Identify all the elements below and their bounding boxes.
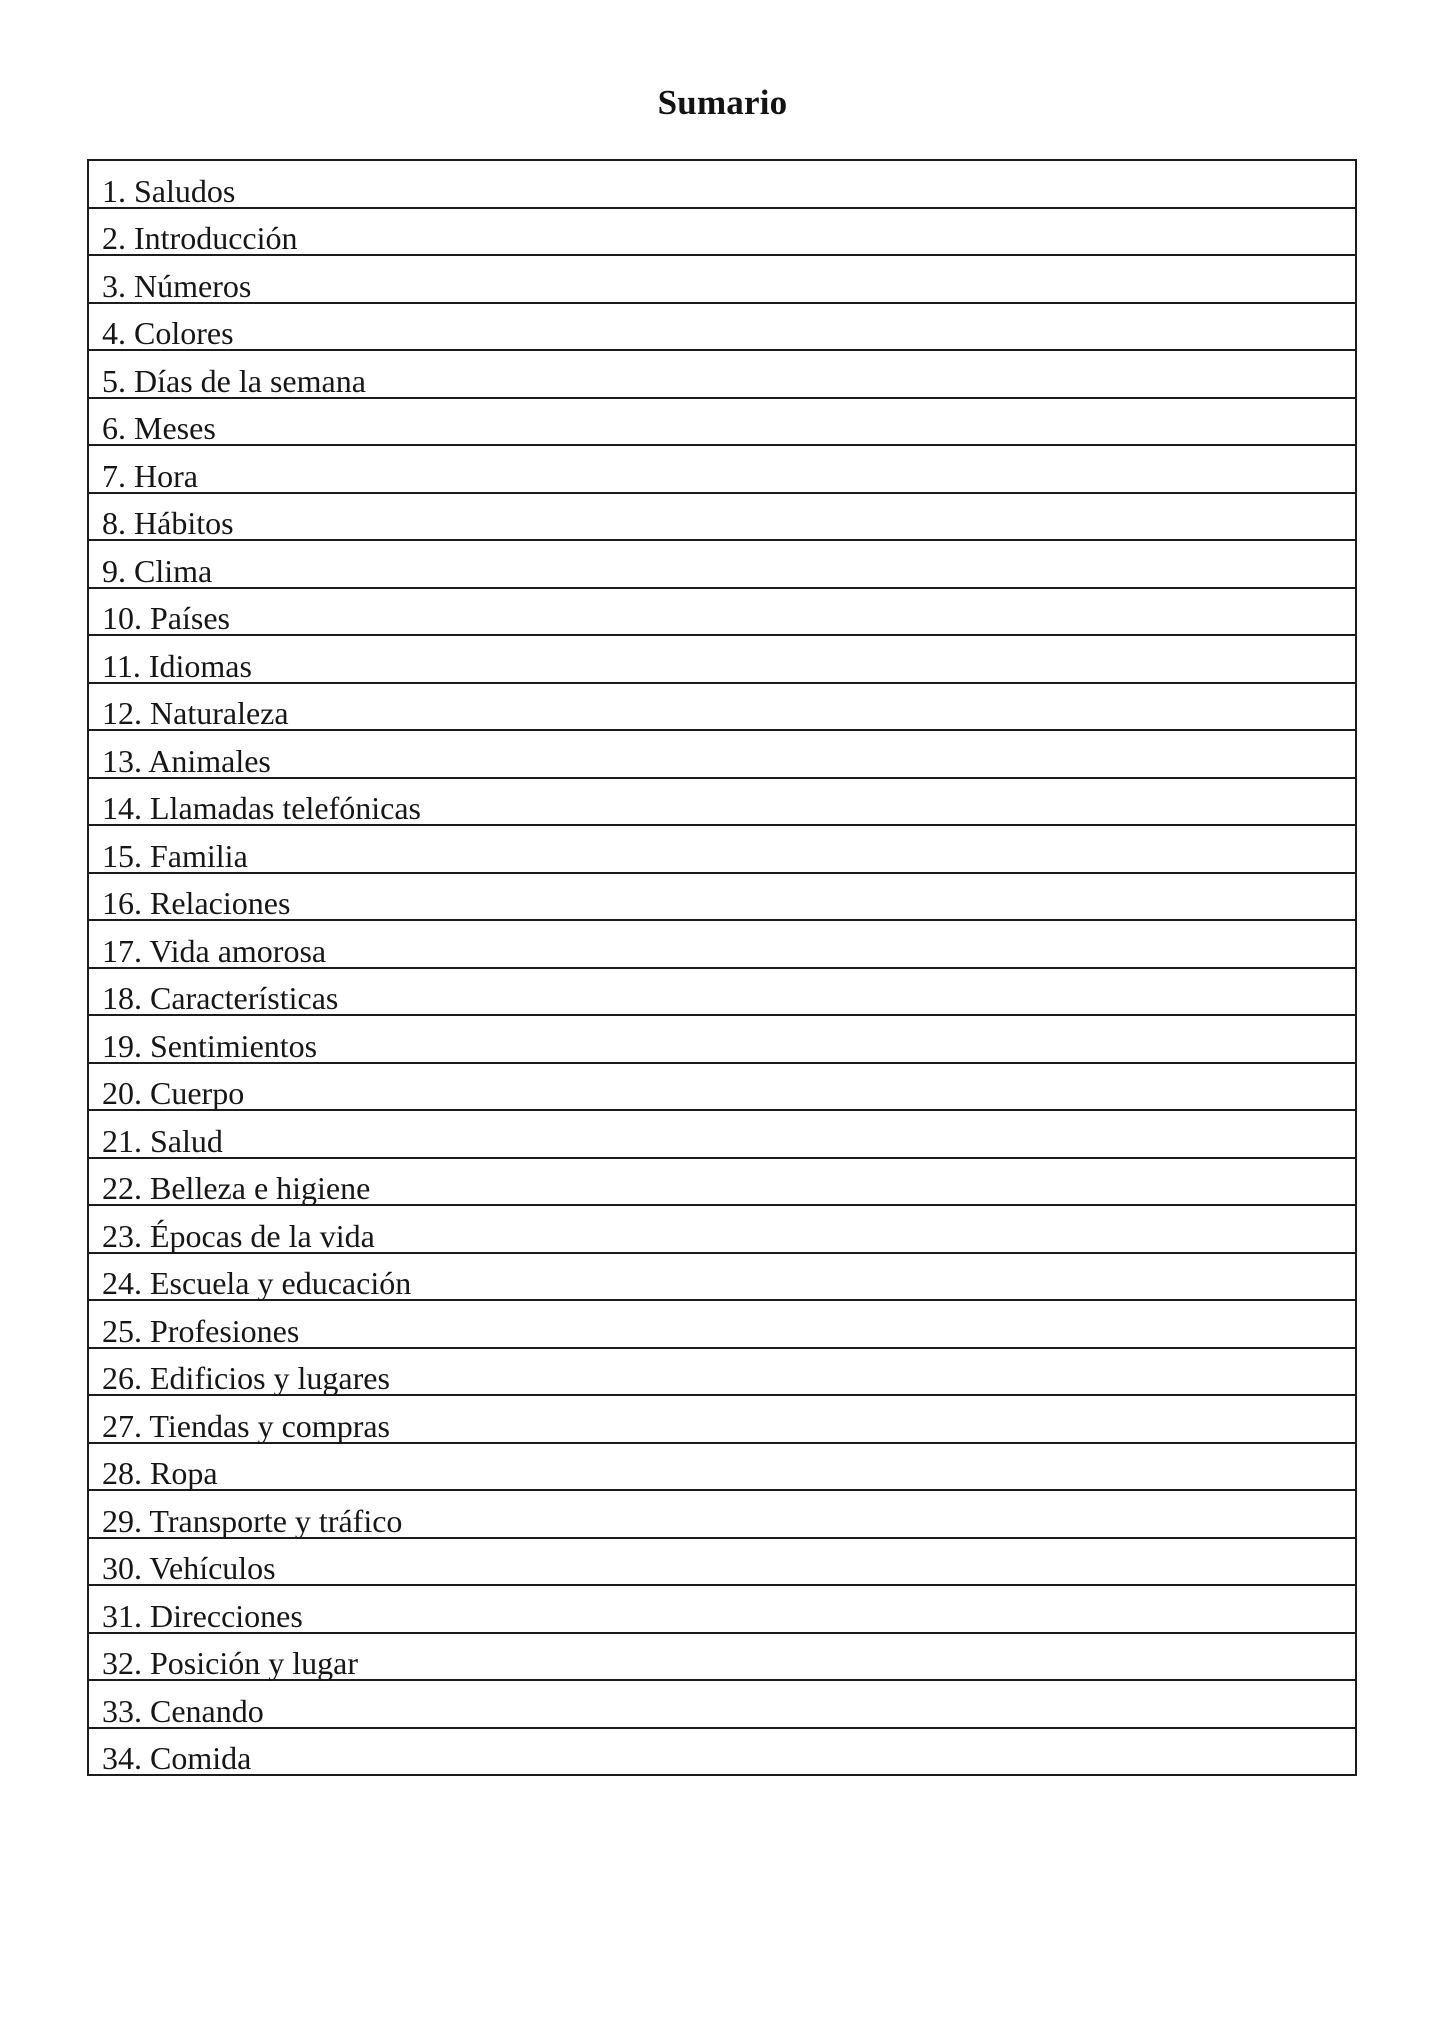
toc-row-label: 10. Países <box>102 600 230 636</box>
toc-row <box>89 446 1355 494</box>
toc-row-label: 24. Escuela y educación <box>102 1265 412 1301</box>
toc-row-label: 2. Introducción <box>102 220 298 256</box>
toc-row <box>89 1064 1355 1112</box>
toc-row-label: 34. Comida <box>102 1740 252 1776</box>
toc-table <box>87 159 1357 1776</box>
toc-row-label: 31. Direcciones <box>102 1597 303 1634</box>
toc-row-label: 1. Saludos <box>102 172 236 209</box>
toc-row-label: 16. Relaciones <box>102 885 291 921</box>
toc-row <box>89 1491 1355 1539</box>
toc-row-label: 29. Transporte y tráfico <box>102 1502 403 1539</box>
toc-row-label: 8. Hábitos <box>102 505 234 541</box>
toc-row <box>89 1729 1355 1775</box>
toc-row <box>89 494 1355 542</box>
toc-row-label: 4. Colores <box>102 315 234 351</box>
toc-row <box>89 161 1355 209</box>
toc-row <box>89 636 1355 684</box>
toc-row <box>89 1111 1355 1159</box>
toc-row-label: 3. Números <box>102 267 252 304</box>
toc-row-label: 23. Épocas de la vida <box>102 1217 375 1254</box>
toc-row-label: 33. Cenando <box>102 1692 264 1729</box>
toc-row-label: 21. Salud <box>102 1122 223 1159</box>
toc-row-label: 32. Posición y lugar <box>102 1645 358 1681</box>
toc-row <box>89 1206 1355 1254</box>
toc-row-label: 6. Meses <box>102 410 216 446</box>
toc-row <box>89 874 1355 922</box>
toc-row <box>89 541 1355 589</box>
toc-row <box>89 1301 1355 1349</box>
toc-row-label: 7. Hora <box>102 457 198 494</box>
toc-row <box>89 589 1355 637</box>
toc-row <box>89 731 1355 779</box>
toc-row-label: 14. Llamadas telefónicas <box>102 790 421 826</box>
toc-row-label: 30. Vehículos <box>102 1550 276 1586</box>
toc-row <box>89 351 1355 399</box>
toc-row-label: 9. Clima <box>102 552 213 589</box>
toc-row-label: 11. Idiomas <box>102 647 252 684</box>
toc-row <box>89 921 1355 969</box>
toc-row-label: 19. Sentimientos <box>102 1027 318 1064</box>
toc-row-label: 28. Ropa <box>102 1455 218 1491</box>
toc-row <box>89 1681 1355 1729</box>
toc-row <box>89 1016 1355 1064</box>
toc-row <box>89 1634 1355 1682</box>
toc-row <box>89 256 1355 304</box>
toc-row-label: 17. Vida amorosa <box>102 932 327 969</box>
toc-row <box>89 1444 1355 1492</box>
toc-row <box>89 684 1355 732</box>
page-title: Sumario <box>657 83 788 122</box>
toc-row <box>89 826 1355 874</box>
toc-row-label: 13. Animales <box>102 742 271 779</box>
toc-row <box>89 1586 1355 1634</box>
toc-row <box>89 1159 1355 1207</box>
toc-row-label: 20. Cuerpo <box>102 1075 245 1111</box>
toc-row <box>89 304 1355 352</box>
toc-row <box>89 779 1355 827</box>
toc-row-label: 22. Belleza e higiene <box>102 1170 371 1206</box>
toc-row <box>89 209 1355 257</box>
toc-row-label: 27. Tiendas y compras <box>102 1407 390 1444</box>
toc-row <box>89 1254 1355 1302</box>
toc-row-label: 12. Naturaleza <box>102 695 289 731</box>
toc-row <box>89 1349 1355 1397</box>
toc-row-label: 26. Edificios y lugares <box>102 1360 390 1396</box>
toc-row <box>89 399 1355 447</box>
toc-row-label: 18. Características <box>102 980 339 1016</box>
toc-row <box>89 1396 1355 1444</box>
toc-row <box>89 969 1355 1017</box>
toc-row <box>89 1539 1355 1587</box>
toc-row-label: 25. Profesiones <box>102 1312 300 1349</box>
toc-row-label: 5. Días de la semana <box>102 362 366 399</box>
toc-row-label: 15. Familia <box>102 837 248 874</box>
